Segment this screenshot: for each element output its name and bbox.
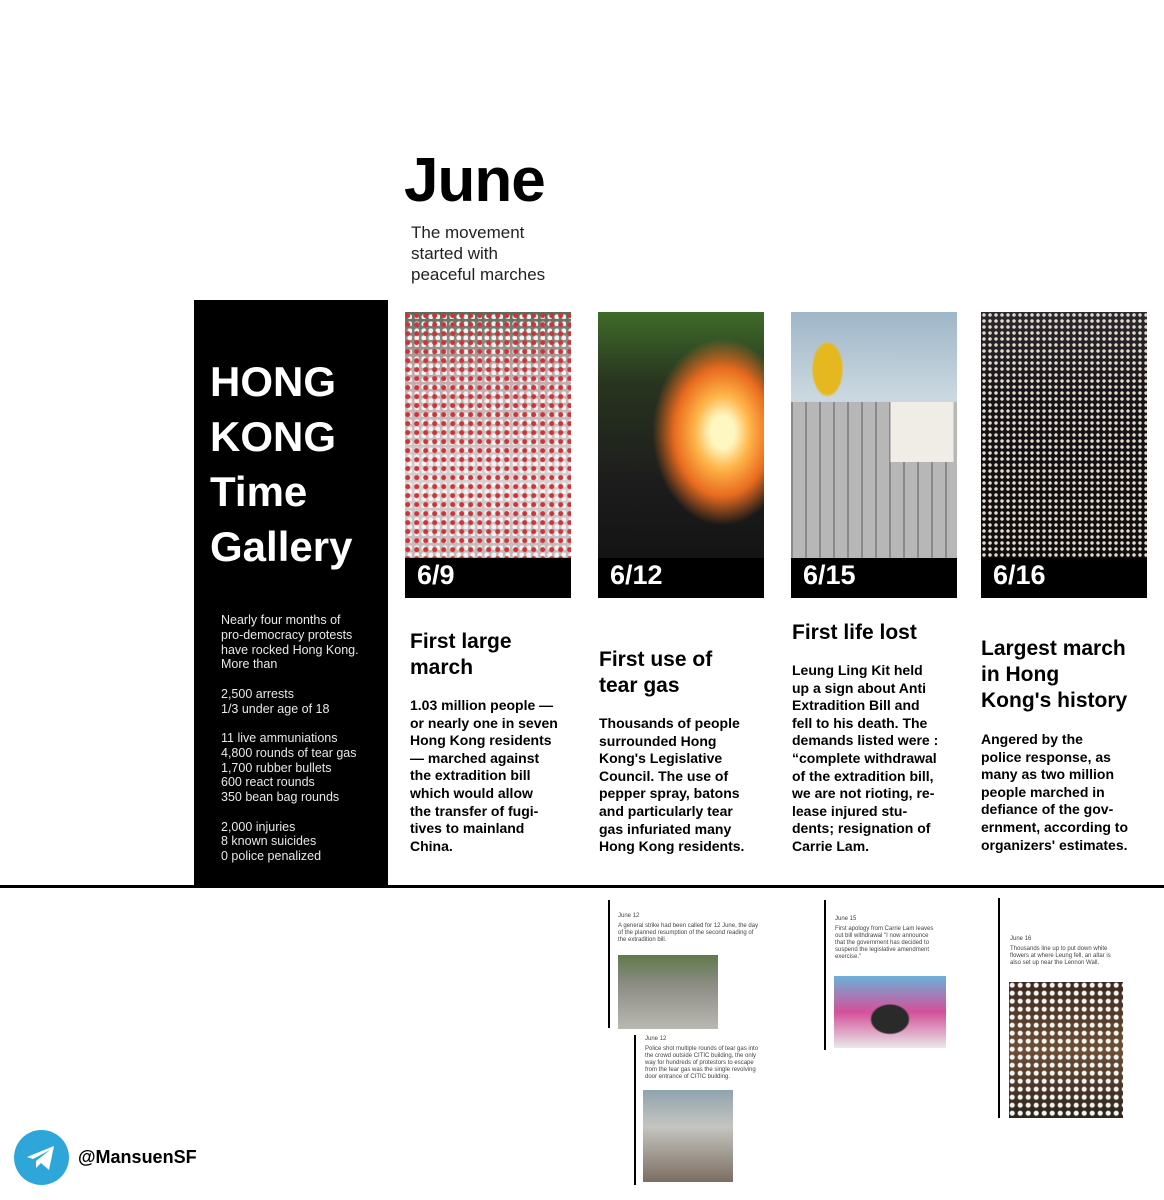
sidebar-title: HONG KONG Time Gallery [210, 358, 353, 570]
card-title: Largest march in Hong Kong's history [981, 637, 1128, 712]
sidebar-stats [221, 613, 381, 879]
mini-photo [834, 976, 946, 1048]
timeline-divider [0, 885, 1164, 888]
mini-note: June 12 Police shot multiple rounds of tear gas into the crowd outside CITIC building, the only way for hundreds of protestors to escape from the tear gas was the single revolving door entrance of CITIC building. [645, 1036, 759, 1080]
date-badge: 6/16 [981, 558, 1147, 598]
photo-june-9 [405, 312, 571, 598]
timeline-tick [998, 898, 1000, 1118]
stats-arrests: 2,500 arrests 1/3 under age of 18 [221, 686, 330, 716]
card-title: First large march [410, 630, 512, 679]
date-badge: 6/15 [791, 558, 957, 598]
card-body: 1.03 million people — or nearly one in seven Hong Kong residents — marched against the extradition bill which would allow the transfer of fugi- tives to mainland China. [410, 697, 558, 854]
card-body: Thousands of people surrounded Hong Kong's Legislative Council. The use of pepper spray, batons and particularly tear gas infuriated many Hong Kong residents. [599, 715, 745, 855]
sidebar-panel [194, 300, 388, 887]
card-title: First life lost [792, 621, 917, 644]
mini-photo [1009, 982, 1123, 1118]
timeline-tick [608, 900, 610, 1028]
date-badge: 6/12 [598, 558, 764, 598]
mini-photo [643, 1090, 733, 1182]
card-body: Angered by the police response, as many as two million people marched in defiance of the gov- ernment, according to organizers' estimates. [981, 731, 1129, 853]
card-body: Leung Ling Kit held up a sign about Anti Extradition Bill and fell to his death. The demands listed were : “complete withdrawal of the extradition bill, we are not rioting, re- lease injured stu- dents; resignation of Carrie Lam. [792, 662, 939, 854]
mini-note: June 12 A general strike had been called for 12 June, the day of the planned resumption of the second reading of the extradition bill. [618, 913, 759, 943]
stats-intro: Nearly four months of pro-democracy protests have rocked Hong Kong. More than [221, 613, 359, 672]
month-subtitle: The movement started with peaceful marches [411, 223, 546, 284]
stats-injuries: 2,000 injuries 8 known suicides 0 police penalized [221, 819, 322, 864]
month-title: June [404, 146, 545, 215]
photo-june-12 [598, 312, 764, 598]
stats-weapons: 11 live ammuniations 4,800 rounds of tear gas 1,700 rubber bullets 600 react rounds 350 bean bag rounds [221, 730, 357, 805]
date-badge: 6/9 [405, 558, 571, 598]
timeline-tick [824, 900, 826, 1050]
photo-june-15 [791, 312, 957, 598]
mini-photo [618, 955, 718, 1029]
mini-note: June 16 Thousands line up to put down white flowers at where Leung fell, an altar is also set up near the Lennon Wall. [1010, 936, 1111, 966]
mini-note: June 15 First apology from Carrie Lam leaves out bill withdrawal "I now announce that the government has decided to suspend the legislative amendment exercise." [835, 916, 934, 960]
telegram-icon [14, 1130, 69, 1185]
timeline-tick [634, 1035, 636, 1185]
author-handle: @MansuenSF [78, 1147, 197, 1167]
photo-june-16 [981, 312, 1147, 598]
card-title: First use of tear gas [599, 648, 713, 697]
